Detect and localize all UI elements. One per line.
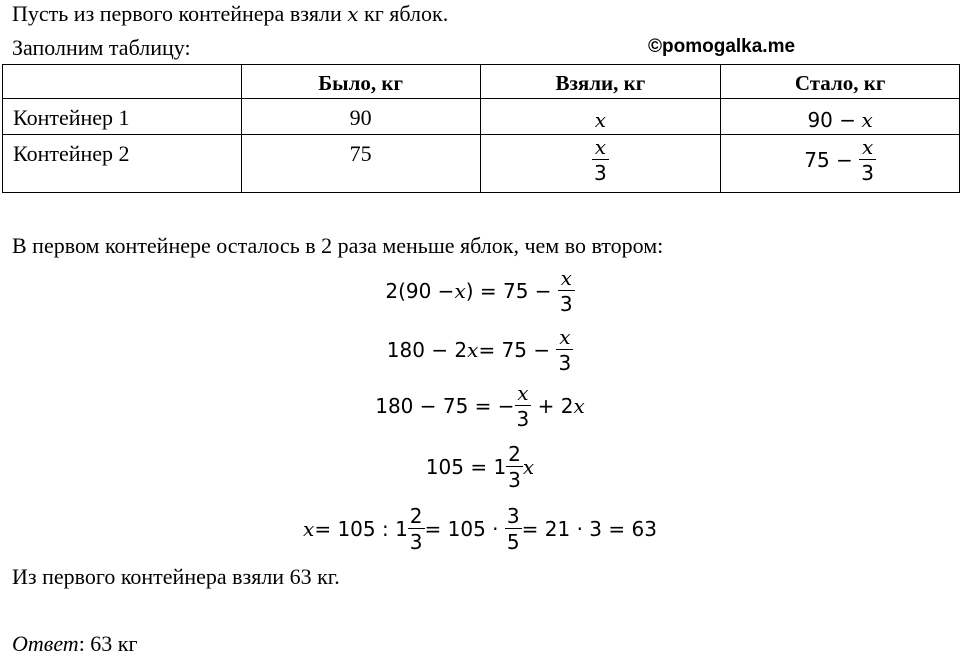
equation-text: ) = 75 − <box>465 279 552 303</box>
table-cell-left <box>721 135 960 193</box>
table-cell-label: Контейнер 2 <box>3 135 242 193</box>
table-row <box>3 99 960 135</box>
answer-label: Ответ <box>12 631 79 656</box>
fraction-denominator: 3 <box>558 351 572 375</box>
fraction <box>592 137 609 183</box>
expression-text: 75 − <box>804 148 853 172</box>
fraction <box>859 137 876 183</box>
variable-x: x <box>522 455 535 479</box>
equation-text: 105 = 1 <box>425 455 507 479</box>
answer-line <box>12 633 138 655</box>
conclusion: Из первого контейнера взяли 63 кг. <box>12 564 340 589</box>
fraction <box>515 383 532 429</box>
intro-line-2: Заполним таблицу: <box>12 35 191 60</box>
fraction-denominator: 3 <box>559 292 573 316</box>
answer-value: : 63 кг <box>78 631 138 656</box>
table-cell-taken <box>480 99 721 135</box>
equation-text: = 105 : 1 <box>314 517 408 541</box>
variable-x: x <box>454 279 466 303</box>
watermark: ©pomogalka.me <box>648 36 796 57</box>
fraction-denominator: 3 <box>508 468 521 492</box>
fraction-numerator: x <box>558 268 575 291</box>
expression <box>721 137 959 183</box>
equation-1 <box>0 263 960 319</box>
equation-text: 2(90 − <box>385 279 455 303</box>
equation-text: + 2 <box>537 394 574 418</box>
table-cell-was: 90 <box>241 99 480 135</box>
table-header-taken: Взяли, кг <box>480 65 721 99</box>
fraction <box>506 444 523 490</box>
data-table <box>2 64 960 193</box>
fraction-numerator: x <box>515 383 532 406</box>
fraction-numerator: 3 <box>506 504 520 528</box>
fraction <box>558 268 575 314</box>
equation-text: 180 − 75 = − <box>375 394 515 418</box>
fraction-numerator: x <box>556 327 573 350</box>
table-cell-taken <box>480 135 721 193</box>
statement: В первом контейнере осталось в 2 раза меньше яблок, чем во втором: <box>12 233 664 258</box>
table-row <box>3 135 960 193</box>
equation-2 <box>0 322 960 378</box>
fraction-numerator: 2 <box>508 442 521 466</box>
table-header-was: Было, кг <box>241 65 480 99</box>
table-cell-was: 75 <box>241 135 480 193</box>
table-header-row <box>3 65 960 99</box>
fraction-denominator: 3 <box>594 161 607 185</box>
variable-x: x <box>467 338 479 362</box>
fraction-numerator: x <box>859 137 876 160</box>
intro-line-1 <box>12 3 448 25</box>
variable-x: x <box>303 517 315 541</box>
fraction <box>556 327 573 373</box>
intro-text-post: кг яблок. <box>364 1 449 26</box>
fraction-numerator: x <box>592 137 609 160</box>
variable-x: x <box>861 108 873 132</box>
equation-text: = 21 · 3 = 63 <box>521 517 657 541</box>
equation-5 <box>0 500 960 558</box>
table-header-empty <box>3 65 242 99</box>
equation-text: = 75 − <box>478 338 551 362</box>
table-cell-left <box>721 99 960 135</box>
table-header-left: Стало, кг <box>721 65 960 99</box>
fraction-denominator: 5 <box>506 530 520 554</box>
equation-text: = 105 · <box>424 517 499 541</box>
fraction-denominator: 3 <box>409 530 423 554</box>
expression-text: 90 − <box>807 108 857 132</box>
intro-text-pre: Пусть из первого контейнера взяли <box>12 1 342 26</box>
equation-4 <box>0 439 960 495</box>
equation-3 <box>0 378 960 434</box>
equation-text: 180 − 2 <box>386 338 468 362</box>
fraction-numerator: 2 <box>409 504 423 528</box>
fraction-denominator: 3 <box>516 407 530 431</box>
variable-x: x <box>594 108 607 132</box>
fraction <box>505 506 522 552</box>
fraction-denominator: 3 <box>861 161 874 185</box>
fraction <box>408 506 425 552</box>
table-cell-label: Контейнер 1 <box>3 99 242 135</box>
variable-x: x <box>573 394 585 418</box>
variable-x: x <box>347 2 359 26</box>
